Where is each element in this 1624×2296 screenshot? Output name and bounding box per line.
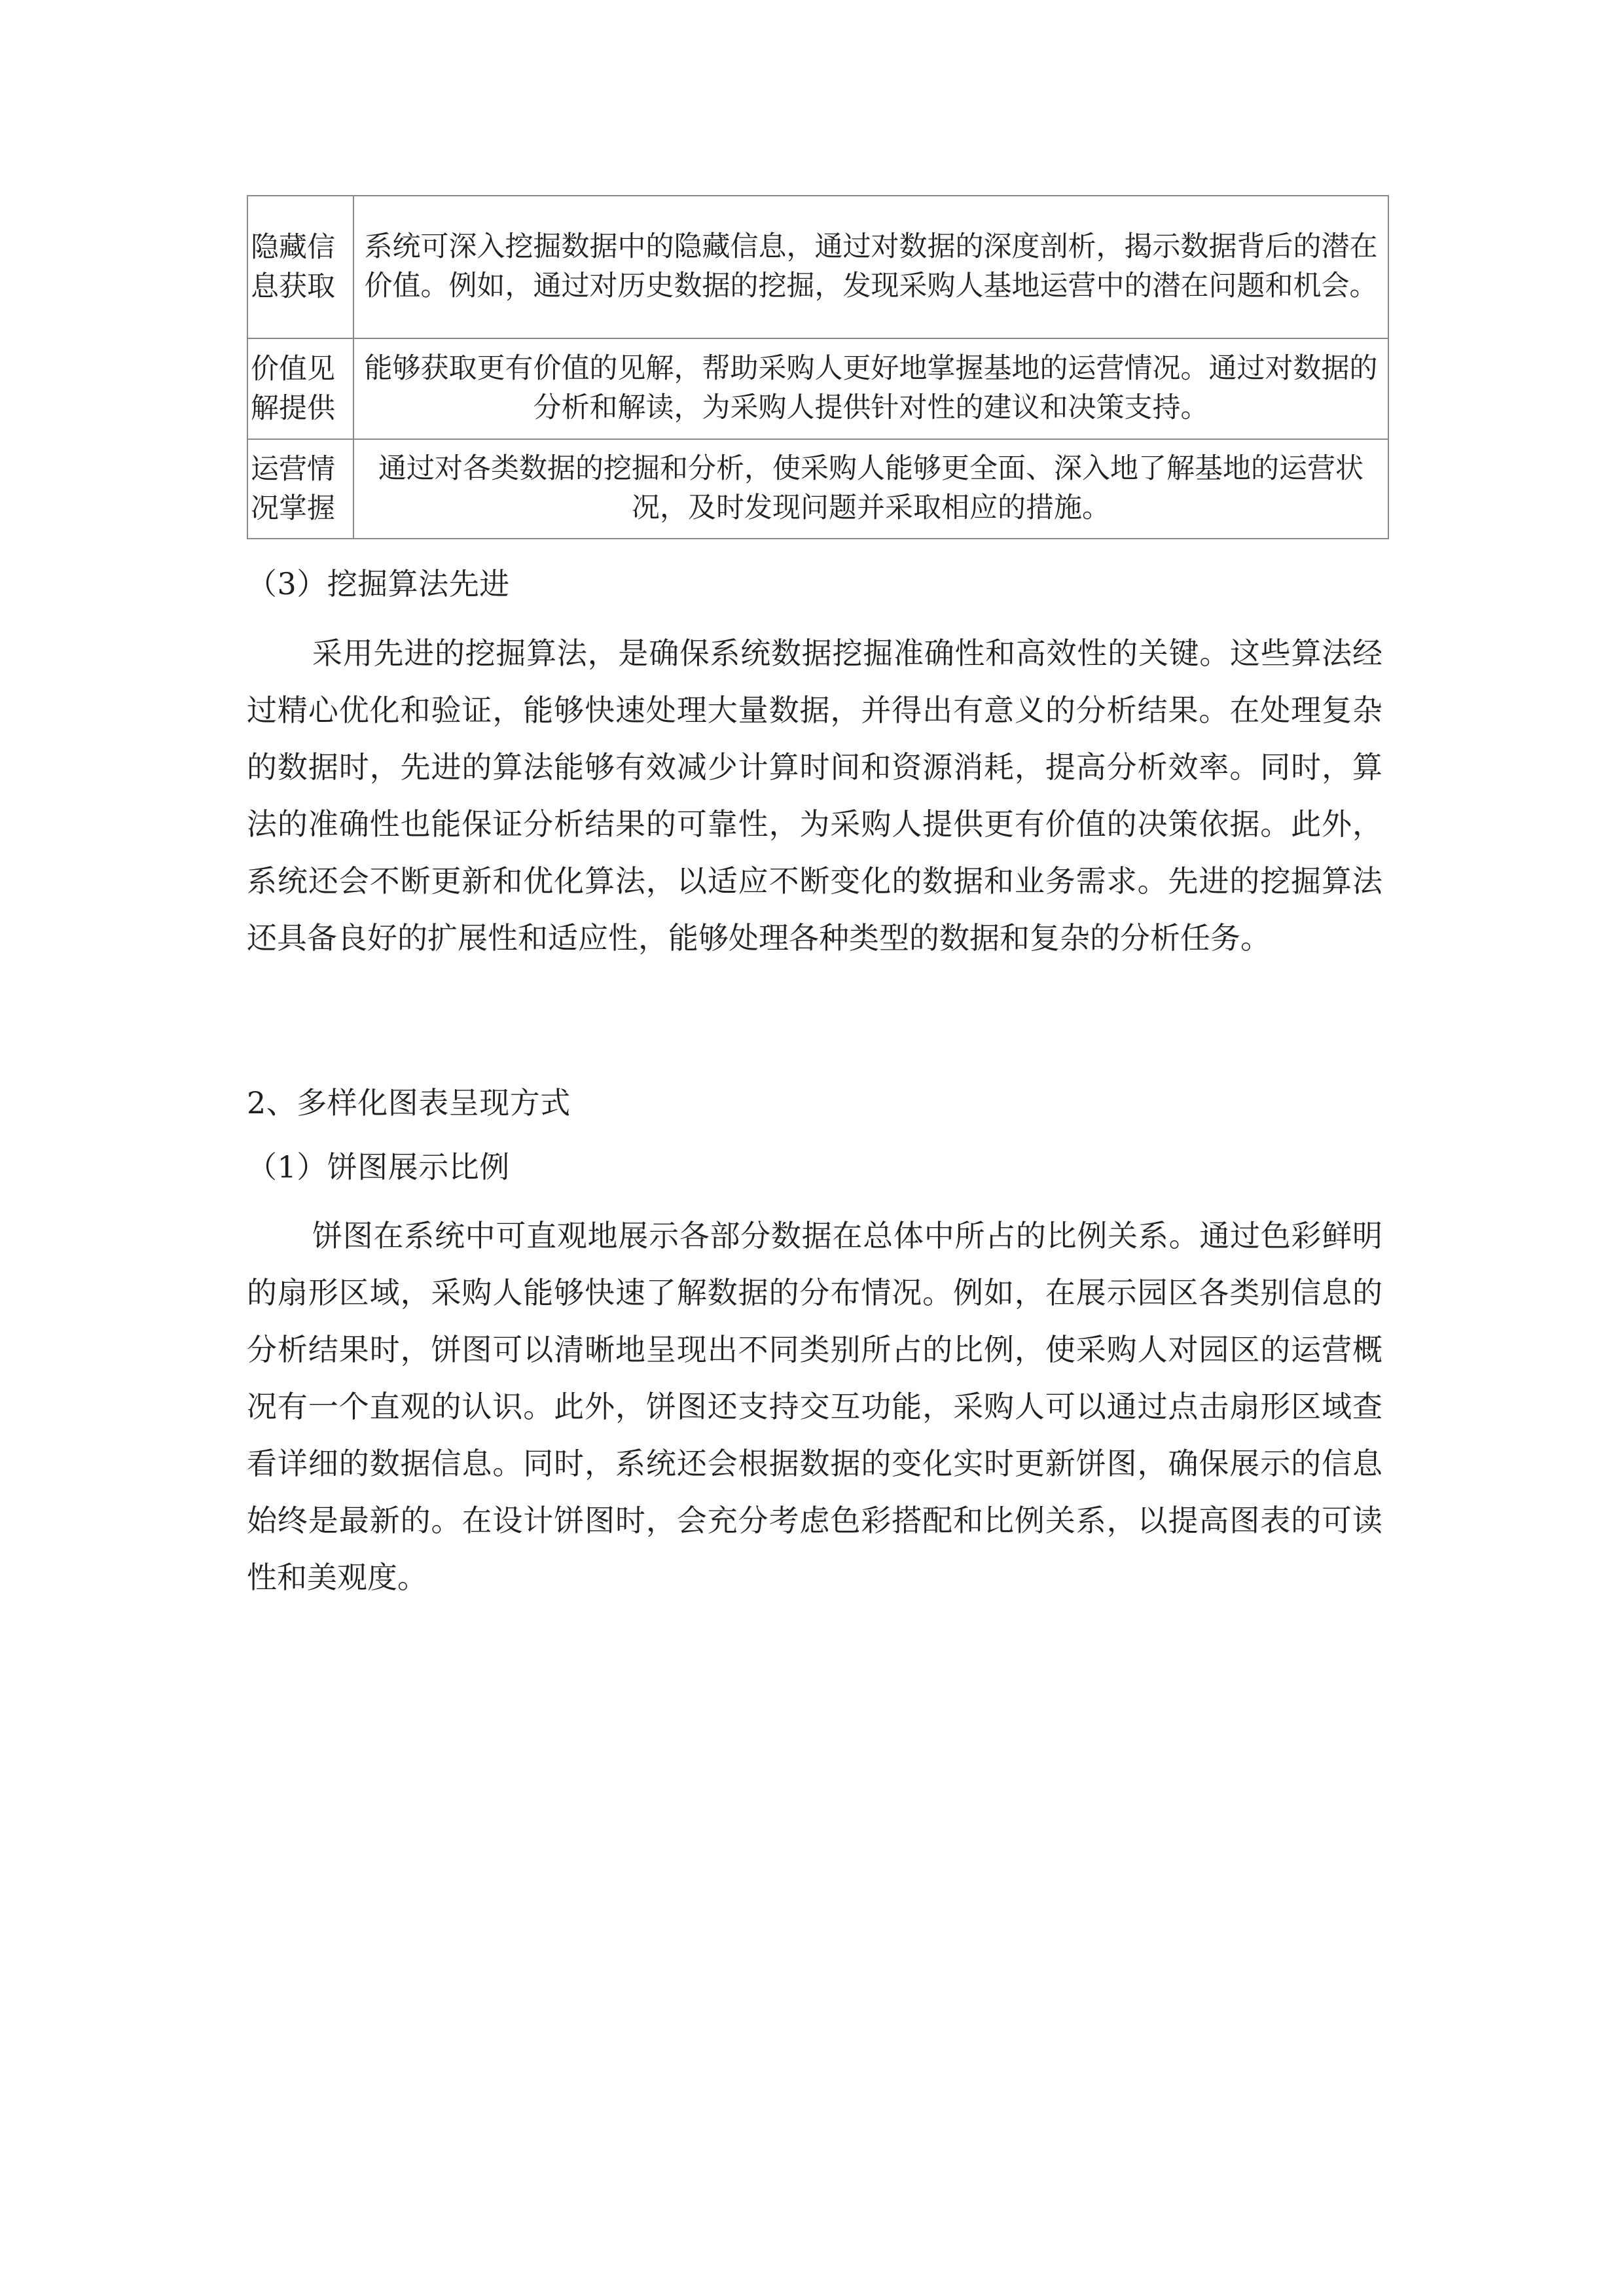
row-label: 价值见解提供 — [247, 338, 353, 439]
section-3-heading: （3）挖掘算法先进 — [247, 566, 510, 601]
section-2-1-paragraph: 饼图在系统中可直观地展示各部分数据在总体中所占的比例关系。通过色彩鲜明的扇形区域，采购人能够快速了解数据的分布情况。例如，在展示园区各类别信息的分析结果时，饼图可以清晰地呈现出不同类别所占的比例，使采购人对园区的运营概况有一个直观的认识。此外，饼图还支持交互功能，采购人可以通过点击扇形区域查看详细的数据信息。同时，系统还会根据数据的变化实时更新饼图，确保展示的信息始终是最新的。在设计饼图时，会充分考虑色彩搭配和比例关系，以提高图表的可读性和美观度。 — [247, 1218, 1382, 1595]
section-2-1-heading: （1）饼图展示比例 — [247, 1149, 510, 1185]
row-description: 系统可深入挖掘数据中的隐藏信息，通过对数据的深度剖析，揭示数据背后的潜在价值。例如，通过对历史数据的挖掘，发现采购人基地运营中的潜在问题和机会。 — [353, 196, 1388, 338]
feature-table — [247, 195, 1389, 539]
section-3-paragraph: 采用先进的挖掘算法，是确保系统数据挖掘准确性和高效性的关键。这些算法经过精心优化和验证，能够快速处理大量数据，并得出有意义的分析结果。在处理复杂的数据时，先进的算法能够有效减少计算时间和资源消耗，提高分析效率。同时，算法的准确性也能保证分析结果的可靠性，为采购人提供更有价值的决策依据。此外，系统还会不断更新和优化算法，以适应不断变化的数据和业务需求。先进的挖掘算法还具备良好的扩展性和适应性，能够处理各种类型的数据和复杂的分析任务。 — [247, 636, 1382, 956]
table-row — [247, 196, 1388, 338]
table-row — [247, 338, 1388, 439]
row-description: 通过对各类数据的挖掘和分析，使采购人能够更全面、深入地了解基地的运营状况，及时发现问题并采取相应的措施。 — [353, 439, 1388, 539]
row-label: 运营情况掌握 — [247, 439, 353, 539]
row-label: 隐藏信息获取 — [247, 196, 353, 338]
table-row — [247, 439, 1388, 539]
section-2-heading: 2、多样化图表呈现方式 — [247, 1085, 571, 1121]
row-description: 能够获取更有价值的见解，帮助采购人更好地掌握基地的运营情况。通过对数据的分析和解读，为采购人提供针对性的建议和决策支持。 — [353, 338, 1388, 439]
